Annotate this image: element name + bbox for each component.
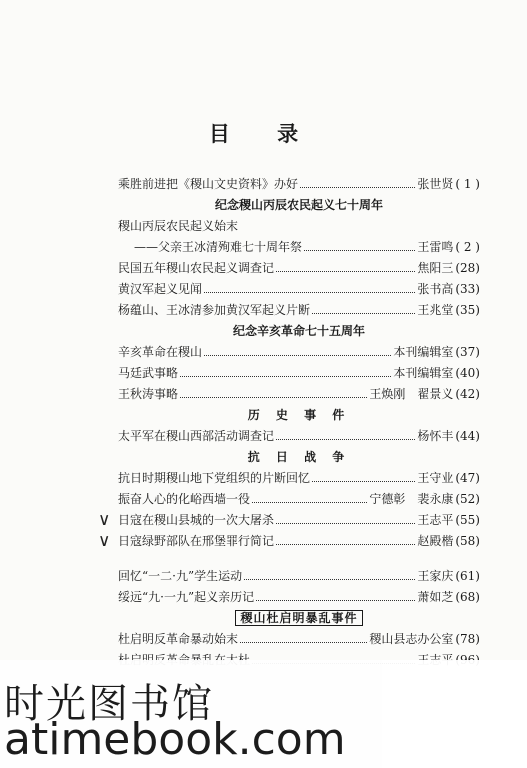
section-heading-text: 纪念稷山丙辰农民起义七十周年 (214, 198, 383, 212)
toc-entry-title: 马廷武事略 (118, 366, 179, 380)
toc-entry-title: 杨蕴山、王冰清参加黄汉军起义片断 (118, 303, 311, 317)
toc-entry-title: 太平军在稷山西部活动调查记 (118, 429, 275, 443)
dot-leader (204, 346, 391, 356)
toc-entry-author: 稷山县志办公室 (369, 632, 454, 646)
toc-entry-title: 振奋人心的化峪西墙一役 (118, 492, 251, 506)
dot-leader (256, 591, 415, 601)
toc-entry-page-number: (68) (455, 590, 480, 604)
section-heading-text: 抗 日 战 争 (247, 450, 351, 464)
toc-entry-author: 王焕刚 翟景义 (369, 387, 454, 401)
toc-entry-title: 乘胜前进把《稷山文史资料》办好 (118, 177, 299, 191)
toc-entry (118, 426, 480, 447)
toc-entry (98, 531, 480, 552)
section-heading-text: 稷山杜启明暴乱事件 (235, 610, 362, 626)
watermark-url: atimebook.com (4, 714, 346, 765)
toc-entry-author: 张世贤 (417, 177, 454, 191)
toc-section-heading (118, 321, 480, 342)
toc-entry (118, 363, 480, 384)
toc-entry-title: 绥远“九·一九”起义亲历记 (118, 590, 255, 604)
toc-entry (98, 510, 480, 531)
section-heading-text: 纪念辛亥革命七十五周年 (232, 324, 365, 338)
toc-entry-page-number: ( 1 ) (455, 177, 480, 191)
toc-entry-author: 王兆堂 (417, 303, 454, 317)
dot-leader (276, 535, 415, 545)
toc-entry-author: 王志平 (417, 513, 454, 527)
section-heading-text: 历 史 事 件 (247, 408, 351, 422)
toc-entry (118, 489, 480, 510)
toc-entry-author: 本刊编辑室 (393, 366, 454, 380)
dot-leader (276, 262, 415, 272)
dot-leader (180, 388, 367, 398)
toc-entry-page-number: (33) (455, 282, 480, 296)
watermark-site-name: 时光图书馆 (4, 681, 214, 727)
toc-entry-title: 回忆“一二·九”学生运动 (118, 569, 243, 583)
toc-entry-title: 杜启明反革命暴动始末 (118, 632, 239, 646)
toc-entry-title: 稷山丙辰农民起义始末 (118, 219, 239, 233)
toc-entry-page-number: (44) (455, 429, 480, 443)
toc-entry (118, 300, 480, 321)
toc-entry-page-number: (35) (455, 303, 480, 317)
toc-entry-author: 杨怀丰 (417, 429, 454, 443)
toc-entry (118, 566, 480, 587)
table-of-contents (98, 174, 480, 671)
dot-leader (252, 493, 367, 503)
toc-gap (118, 552, 480, 566)
toc-entry-page-number: (55) (455, 513, 480, 527)
toc-entry (118, 237, 480, 258)
dot-leader (304, 241, 415, 251)
toc-entry-page-number: (28) (455, 261, 480, 275)
toc-entry-author: 王家庆 (417, 569, 454, 583)
toc-entry-author: 本刊编辑室 (393, 345, 454, 359)
dot-leader (240, 633, 367, 643)
toc-entry-author: 王守业 (417, 471, 454, 485)
toc-section-heading (118, 195, 480, 216)
toc-entry-page-number: (61) (455, 569, 480, 583)
toc-entry (118, 384, 480, 405)
dot-leader (180, 367, 391, 377)
dot-leader (276, 430, 415, 440)
dot-leader (244, 570, 415, 580)
toc-entry-author: 宁德彰 裴永康 (369, 492, 454, 506)
toc-entry-title: 黄汉军起义见闻 (118, 282, 203, 296)
watermark (0, 660, 527, 768)
toc-entry (118, 629, 480, 650)
toc-entry-page-number: (52) (455, 492, 480, 506)
toc-entry-page-number: ( 2 ) (455, 240, 480, 254)
toc-entry-title: 辛亥革命在稷山 (118, 345, 203, 359)
toc-entry (118, 468, 480, 489)
toc-entry-title: 民国五年稷山农民起义调查记 (118, 261, 275, 275)
toc-entry-page-number: (37) (455, 345, 480, 359)
toc-entry-title: 抗日时期稷山地下党组织的片断回忆 (118, 471, 311, 485)
dot-leader (204, 283, 415, 293)
toc-entry (118, 279, 480, 300)
toc-entry-page-number: (40) (455, 366, 480, 380)
toc-entry (118, 342, 480, 363)
dot-leader (312, 304, 415, 314)
handwritten-check-mark: ∨ (98, 510, 111, 530)
dot-leader (312, 472, 415, 482)
toc-entry (118, 174, 480, 195)
dot-leader (276, 514, 415, 524)
toc-section-heading (118, 608, 480, 629)
toc-entry-title: 日寇绿野部队在邢堡罪行简记 (118, 534, 275, 548)
toc-entry (118, 258, 480, 279)
toc-entry-page-number: (58) (455, 534, 480, 548)
toc-entry-page-number: (47) (455, 471, 480, 485)
toc-entry-title: 日寇在稷山县城的一次大屠杀 (118, 513, 275, 527)
toc-section-heading (118, 405, 480, 426)
toc-entry-author: 赵殿楷 (417, 534, 454, 548)
toc-entry-author: 萧如芝 (417, 590, 454, 604)
toc-entry-title: 王秋涛事略 (118, 387, 179, 401)
toc-entry-page-number: (42) (455, 387, 480, 401)
toc-entry-page-number: (78) (455, 632, 480, 646)
toc-entry-author: 焦阳三 (417, 261, 454, 275)
toc-entry-author: 王雷鸣 (417, 240, 454, 254)
toc-section-heading (118, 447, 480, 468)
toc-entry-title: ——父亲王冰清殉难七十周年祭 (134, 240, 303, 254)
handwritten-check-mark: ∨ (98, 531, 111, 551)
page-title: 目 录 (208, 122, 319, 146)
toc-entry (118, 587, 480, 608)
dot-leader (300, 178, 415, 188)
toc-entry-author: 张书高 (417, 282, 454, 296)
toc-entry-title-line (118, 216, 480, 237)
